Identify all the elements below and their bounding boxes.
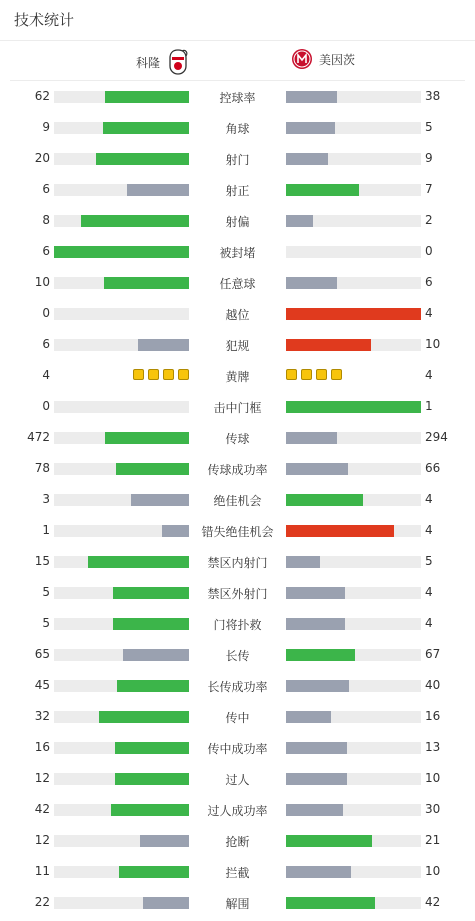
away-team-name: 美因茨 [319, 52, 356, 67]
away-bar-fill [286, 618, 345, 630]
stat-label: 长传 [225, 649, 250, 663]
away-value: 10 [425, 864, 441, 878]
away-bar-track [286, 215, 421, 227]
yellow-card-icon [148, 369, 159, 380]
away-bar-track [286, 308, 421, 320]
stat-row [0, 270, 475, 301]
away-bar-track [286, 153, 421, 165]
away-value: 1 [425, 399, 433, 413]
yellow-card-icon [133, 369, 144, 380]
home-bar-track [54, 556, 189, 568]
home-bar-fill [103, 122, 189, 134]
home-bar-track [54, 649, 189, 661]
home-bar-fill [138, 339, 189, 351]
stat-label: 被封堵 [219, 246, 256, 260]
home-bar-fill [88, 556, 189, 568]
home-value: 5 [42, 616, 50, 630]
teams-header [0, 44, 475, 78]
stat-label: 击中门框 [213, 401, 262, 415]
stat-label: 越位 [225, 308, 250, 322]
stat-row [0, 456, 475, 487]
away-value: 294 [425, 430, 448, 444]
home-bar-fill [117, 680, 189, 692]
away-bar-fill [286, 587, 345, 599]
home-value: 0 [42, 399, 50, 413]
home-bar-fill [104, 277, 189, 289]
away-value: 38 [425, 89, 441, 103]
home-bar-track [54, 835, 189, 847]
stat-row [0, 580, 475, 611]
away-bar-track [286, 277, 421, 289]
home-value: 22 [34, 895, 50, 909]
home-bar-fill [162, 525, 189, 537]
stat-row [0, 84, 475, 115]
home-bar-track [54, 401, 189, 413]
away-value: 13 [425, 740, 441, 754]
stat-row [0, 208, 475, 239]
home-bar-fill [111, 804, 189, 816]
home-value: 6 [42, 244, 50, 258]
away-bar-track [286, 91, 421, 103]
away-bar-fill [286, 184, 359, 196]
home-value: 32 [34, 709, 50, 723]
away-value: 21 [425, 833, 441, 847]
away-value: 4 [425, 492, 433, 506]
stat-row [0, 332, 475, 363]
away-value: 4 [425, 616, 433, 630]
home-bar-track [54, 153, 189, 165]
home-value: 12 [34, 833, 50, 847]
away-bar-track [286, 680, 421, 692]
stat-row [0, 611, 475, 642]
home-bar-fill [115, 773, 189, 785]
stat-label: 传球成功率 [207, 463, 268, 477]
home-bar-fill [113, 587, 189, 599]
stat-row [0, 394, 475, 425]
home-value: 15 [34, 554, 50, 568]
home-bar-track [54, 246, 189, 258]
home-bar-fill [140, 835, 189, 847]
home-value: 3 [42, 492, 50, 506]
home-bar-track [54, 494, 189, 506]
stat-label: 过人 [225, 773, 250, 787]
away-bar-track [286, 494, 421, 506]
yellow-card-icon [301, 369, 312, 380]
stat-label: 绝佳机会 [213, 494, 262, 508]
away-bar-track [286, 711, 421, 723]
home-bar-fill [119, 866, 189, 878]
away-bar-track [286, 866, 421, 878]
home-bar-fill [143, 897, 189, 909]
away-team-logo-icon [291, 48, 313, 70]
away-bar-fill [286, 835, 372, 847]
home-value: 5 [42, 585, 50, 599]
stat-row [0, 425, 475, 456]
home-value: 0 [42, 306, 50, 320]
home-bar-track [54, 463, 189, 475]
away-bar-track [286, 835, 421, 847]
home-bar-fill [96, 153, 189, 165]
stat-row [0, 859, 475, 890]
stat-row [0, 797, 475, 828]
away-value: 4 [425, 585, 433, 599]
stat-row [0, 239, 475, 270]
stat-row [0, 487, 475, 518]
away-bar-fill [286, 649, 355, 661]
yellow-card-icon [178, 369, 189, 380]
home-bar-fill [116, 463, 189, 475]
home-bar-fill [115, 742, 189, 754]
stat-row [0, 673, 475, 704]
stat-label: 传中成功率 [207, 742, 268, 756]
home-bar-track [54, 866, 189, 878]
away-bar-fill [286, 153, 328, 165]
away-bar-track [286, 897, 421, 909]
home-value: 12 [34, 771, 50, 785]
away-bar-fill [286, 711, 331, 723]
home-value: 45 [34, 678, 50, 692]
away-bar-fill [286, 804, 343, 816]
stat-label: 犯规 [225, 339, 250, 353]
stat-label: 传球 [225, 432, 250, 446]
away-bar-track [286, 587, 421, 599]
home-bar-track [54, 525, 189, 537]
home-value: 42 [34, 802, 50, 816]
stat-row [0, 704, 475, 735]
stat-label: 射偏 [225, 215, 250, 229]
home-bar-track [54, 711, 189, 723]
home-bar-track [54, 122, 189, 134]
away-bar-track [286, 463, 421, 475]
away-bar-fill [286, 897, 375, 909]
home-bar-track [54, 773, 189, 785]
stat-label: 射门 [225, 153, 250, 167]
away-value: 7 [425, 182, 433, 196]
away-bar-track [286, 618, 421, 630]
stat-label: 禁区外射门 [207, 587, 268, 601]
stat-row [0, 177, 475, 208]
away-bar-fill [286, 401, 421, 413]
home-value: 20 [34, 151, 50, 165]
home-bar-fill [105, 91, 189, 103]
home-bar-track [54, 618, 189, 630]
home-bar-fill [81, 215, 189, 227]
home-value: 4 [42, 368, 50, 382]
home-bar-fill [131, 494, 189, 506]
home-bar-track [54, 680, 189, 692]
stat-row [0, 301, 475, 332]
away-bar-fill [286, 277, 337, 289]
stat-label: 拦截 [225, 866, 250, 880]
stat-row [0, 363, 475, 394]
stat-row [0, 518, 475, 549]
yellow-card-icon [286, 369, 297, 380]
away-bar-track [286, 122, 421, 134]
home-bar-fill [54, 246, 189, 258]
away-bar-fill [286, 339, 371, 351]
home-bar-fill [127, 184, 189, 196]
stat-label: 禁区内射门 [207, 556, 268, 570]
home-team-name: 科隆 [135, 55, 160, 70]
home-value: 11 [34, 864, 50, 878]
away-value: 66 [425, 461, 441, 475]
home-value: 1 [42, 523, 50, 537]
home-bar-fill [105, 432, 189, 444]
away-bar-fill [286, 215, 313, 227]
away-value: 2 [425, 213, 433, 227]
stat-label: 门将扑救 [213, 618, 262, 632]
home-value: 62 [34, 89, 50, 103]
away-bar-fill [286, 432, 337, 444]
home-bar-track [54, 432, 189, 444]
stat-label: 解围 [225, 897, 250, 911]
stat-label: 任意球 [219, 277, 256, 291]
away-value: 10 [425, 771, 441, 785]
away-value: 40 [425, 678, 441, 692]
home-team[interactable] [136, 48, 190, 76]
away-bar-fill [286, 742, 347, 754]
away-bar-fill [286, 463, 348, 475]
away-value: 0 [425, 244, 433, 258]
away-bar-track [286, 525, 421, 537]
yellow-card-icon [163, 369, 174, 380]
stat-row [0, 766, 475, 797]
home-value: 6 [42, 182, 50, 196]
home-value: 78 [34, 461, 50, 475]
page-title: 技术统计 [14, 11, 75, 29]
teams-divider [10, 80, 465, 81]
away-bar-fill [286, 91, 337, 103]
home-value: 65 [34, 647, 50, 661]
stat-row [0, 828, 475, 859]
stat-row [0, 146, 475, 177]
away-bar-fill [286, 866, 351, 878]
away-value: 6 [425, 275, 433, 289]
away-value: 30 [425, 802, 441, 816]
home-bar-fill [113, 618, 189, 630]
stat-label: 射正 [225, 184, 250, 198]
stat-row [0, 890, 475, 921]
away-value: 5 [425, 120, 433, 134]
home-bar-track [54, 804, 189, 816]
away-bar-track [286, 432, 421, 444]
home-bar-fill [123, 649, 189, 661]
away-value: 4 [425, 523, 433, 537]
stat-label: 角球 [225, 122, 250, 136]
away-bar-track [286, 339, 421, 351]
home-bar-track [54, 277, 189, 289]
home-value: 16 [34, 740, 50, 754]
home-bar-fill [99, 711, 189, 723]
stat-row [0, 735, 475, 766]
home-team-logo-icon [166, 48, 190, 76]
away-bar-fill [286, 122, 335, 134]
home-value: 10 [34, 275, 50, 289]
away-bar-track [286, 773, 421, 785]
away-value: 4 [425, 306, 433, 320]
stat-row [0, 549, 475, 580]
away-bar-fill [286, 525, 394, 537]
home-bar-track [54, 339, 189, 351]
away-yellow-cards [286, 369, 342, 380]
home-bar-track [54, 184, 189, 196]
away-bar-fill [286, 494, 363, 506]
yellow-card-icon [316, 369, 327, 380]
stat-row [0, 642, 475, 673]
away-value: 4 [425, 368, 433, 382]
home-bar-track [54, 742, 189, 754]
stat-label: 黄牌 [225, 370, 250, 384]
away-bar-fill [286, 680, 349, 692]
away-value: 9 [425, 151, 433, 165]
home-yellow-cards [133, 369, 189, 380]
home-value: 6 [42, 337, 50, 351]
stat-label: 过人成功率 [207, 804, 268, 818]
away-value: 5 [425, 554, 433, 568]
home-value: 9 [42, 120, 50, 134]
stat-label: 错失绝佳机会 [201, 525, 274, 539]
away-bar-fill [286, 773, 347, 785]
stat-label: 长传成功率 [207, 680, 268, 694]
away-value: 42 [425, 895, 441, 909]
away-value: 67 [425, 647, 441, 661]
away-team[interactable] [291, 48, 355, 70]
stat-label: 控球率 [219, 91, 256, 105]
away-bar-track [286, 556, 421, 568]
away-value: 10 [425, 337, 441, 351]
header-divider [0, 40, 475, 41]
home-bar-track [54, 897, 189, 909]
away-bar-track [286, 804, 421, 816]
stat-label: 传中 [225, 711, 250, 725]
stat-row [0, 115, 475, 146]
away-bar-fill [286, 556, 320, 568]
yellow-card-icon [331, 369, 342, 380]
home-bar-track [54, 215, 189, 227]
away-bar-track [286, 401, 421, 413]
away-bar-track [286, 184, 421, 196]
stat-label: 抢断 [225, 835, 250, 849]
stats-list [0, 84, 475, 921]
home-bar-track [54, 308, 189, 320]
away-bar-track [286, 246, 421, 258]
home-bar-track [54, 587, 189, 599]
home-bar-track [54, 91, 189, 103]
away-bar-track [286, 742, 421, 754]
home-value: 8 [42, 213, 50, 227]
away-bar-fill [286, 308, 421, 320]
away-value: 16 [425, 709, 441, 723]
away-bar-track [286, 649, 421, 661]
home-value: 472 [27, 430, 50, 444]
